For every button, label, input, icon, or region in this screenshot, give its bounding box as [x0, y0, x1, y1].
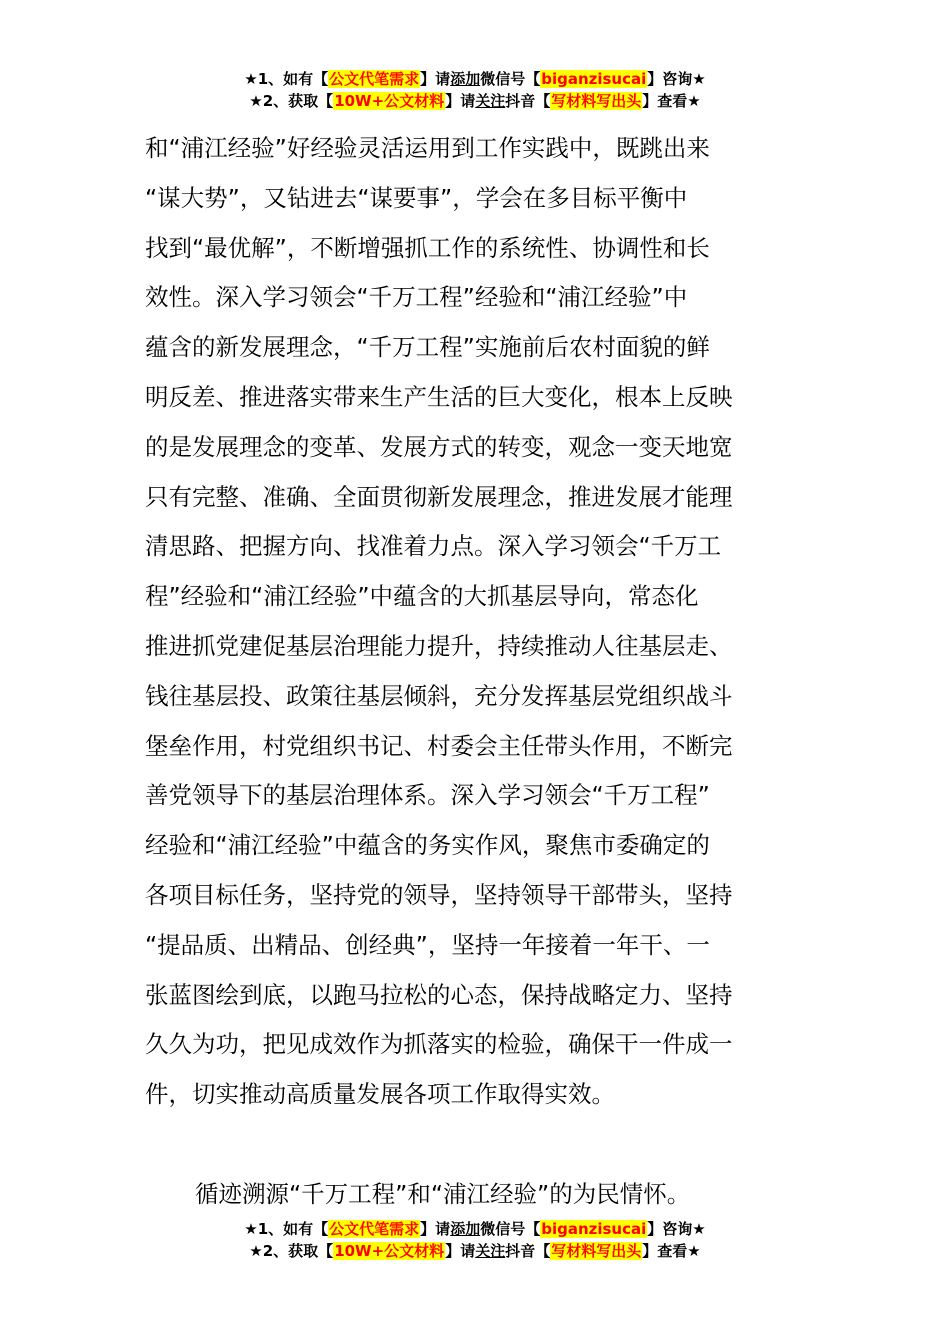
paragraph-line: 推进抓党建促基层治理能力提升，持续推动人往基层走、 — [145, 631, 733, 660]
paragraph-line: 的是发展理念的变革、发展方式的转变，观念一变天地宽 — [145, 432, 733, 461]
paragraph-line: 效性。深入学习领会“千万工程”经验和“浦江经验”中 — [145, 283, 688, 312]
paragraph-line: 各项目标任务，坚持党的领导，坚持领导干部带头，坚持 — [145, 880, 733, 909]
promo-line-1: ★1、如有【公文代笔需求】请添加微信号【biganzisucai】咨询★ — [244, 1220, 706, 1238]
paragraph-line: “谋大势”，又钻进去“谋要事”，学会在多目标平衡中 — [145, 183, 688, 212]
promo-highlight: 10W+公文材料 — [334, 1242, 445, 1260]
wechat-id: biganzisucai — [541, 70, 647, 88]
promo-highlight: 公文代笔需求 — [329, 1220, 420, 1238]
document-body — [145, 124, 807, 1220]
promo-line-1: ★1、如有【公文代笔需求】请添加微信号【biganzisucai】咨询★ — [244, 70, 706, 88]
paragraph-line: 堡垒作用，村党组织书记、村委会主任带头作用，不断完 — [145, 731, 733, 760]
paragraph-line: 明反差、推进落实带来生产生活的巨大变化，根本上反映 — [145, 382, 733, 411]
promo-line-2: ★2、获取【10W+公文材料】请关注抖音【写材料写出头】查看★ — [249, 1242, 701, 1260]
paragraph-line: 张蓝图绘到底，以跑马拉松的心态，保持战略定力、坚持 — [145, 980, 733, 1009]
paragraph-line: 找到“最优解”，不断增强抓工作的系统性、协调性和长 — [145, 233, 710, 262]
promo-banner-top — [0, 68, 950, 112]
paragraph-line: 和“浦江经验”好经验灵活运用到工作实践中，既跳出来 — [145, 134, 710, 162]
section-heading: 循迹溯源“千万工程”和“浦江经验”的为民情怀。 — [195, 1179, 691, 1208]
paragraph-line: 程”经验和“浦江经验”中蕴含的大抓基层导向，常态化 — [145, 582, 699, 611]
paragraph-line: 件，切实推动高质量发展各项工作取得实效。 — [145, 1080, 615, 1109]
promo-line-2: ★2、获取【10W+公文材料】请关注抖音【写材料写出头】查看★ — [249, 92, 701, 110]
promo-banner-bottom — [0, 1218, 950, 1262]
douyin-account: 写材料写出头 — [551, 92, 642, 110]
paragraph-line: 只有完整、准确、全面贯彻新发展理念，推进发展才能理 — [145, 482, 733, 511]
paragraph-line: 经验和“浦江经验”中蕴含的务实作风，聚焦市委确定的 — [145, 831, 710, 860]
paragraph-line: 蕴含的新发展理念，“千万工程”实施前后农村面貌的鲜 — [145, 333, 710, 362]
paragraph-line: 善党领导下的基层治理体系。深入学习领会“千万工程” — [145, 781, 710, 810]
paragraph-line: 钱往基层投、政策往基层倾斜，充分发挥基层党组织战斗 — [145, 681, 733, 710]
wechat-id: biganzisucai — [541, 1220, 647, 1238]
promo-highlight: 公文代笔需求 — [329, 70, 420, 88]
douyin-account: 写材料写出头 — [551, 1242, 642, 1260]
paragraph-gap — [145, 1120, 807, 1170]
paragraph-line: 久久为功，把见成效作为抓落实的检验，确保干一件成一 — [145, 1030, 733, 1059]
promo-highlight: 10W+公文材料 — [334, 92, 445, 110]
paragraph-line: 清思路、把握方向、找准着力点。深入学习领会“千万工 — [145, 532, 722, 561]
paragraph-line: “提品质、出精品、创经典”，坚持一年接着一年干、一 — [145, 930, 710, 959]
